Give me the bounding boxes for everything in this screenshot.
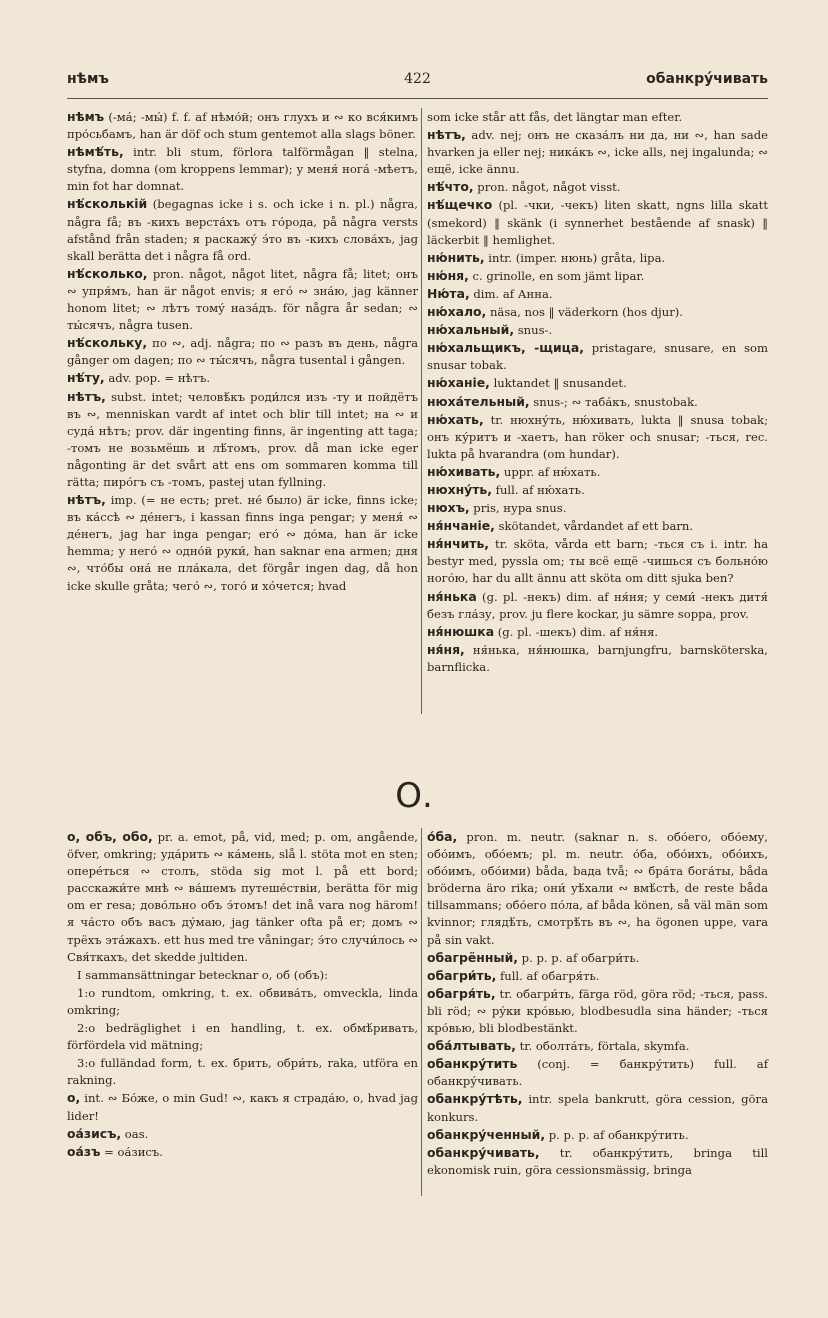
dictionary-entry xyxy=(427,1090,768,1125)
headword: нѣмѣ́ть, xyxy=(67,144,124,160)
definition: näsa, nos ‖ väderkorn (hos djur). xyxy=(486,305,683,320)
dictionary-entry xyxy=(427,623,768,641)
headword: обагрённый, xyxy=(427,949,518,965)
headword: ня́нчанiе, xyxy=(427,518,495,534)
headword: обанкру́ченный, xyxy=(427,1126,546,1142)
headword: о́ба, xyxy=(427,829,458,844)
headword: ня́ня, xyxy=(427,641,465,657)
dictionary-entry xyxy=(67,1089,418,1124)
headword: ню́хальщикъ, -щица, xyxy=(427,340,584,356)
column-top-right xyxy=(427,108,768,676)
dictionary-entry xyxy=(67,388,418,492)
headword: ня́нюшка xyxy=(427,623,495,639)
definition: som icke står att fås, det längtar man efter. xyxy=(427,110,683,124)
dictionary-entry xyxy=(67,1143,418,1161)
dictionary-entry xyxy=(427,1055,768,1090)
definition: (pl. -чки, -чекъ) liten skatt, ngns lilla skatt (smekord) ‖ skänk (i synnerhet bestående af snask) ‖ läckerbit ‖ hemlighet. xyxy=(427,198,768,247)
definition: snus-; ∾ таба́къ, snustobak. xyxy=(529,394,698,409)
headword: обанкру́чивать, xyxy=(427,1144,540,1160)
dictionary-entry xyxy=(67,491,418,595)
definition: 1:o rundtom, omkring, t. ex. обвива́ть, omveckla, linda omkring; xyxy=(67,985,418,1017)
headword: ню́хивать, xyxy=(427,463,501,479)
dictionary-entry xyxy=(427,339,768,374)
definition: (begagnas icke i s. och icke i n. pl.) några, några få; въ -кихъ верста́хъ отъ го́рода, på några versts afstånd från staden; я раскажу́ э́то въ -кихъ слова́хъ, jag skall berätta det i några få ord. xyxy=(67,197,418,263)
headword: нѣтъ, xyxy=(67,492,106,508)
headword: нѣтъ, xyxy=(427,127,466,143)
dictionary-entry xyxy=(67,369,418,387)
definition: tr. нюхну́ть, ню́хивать, lukta ‖ snusa tobak; онъ ку́ритъ и -хаетъ, han röker och snusar; -ться, rec. lukta på hvarandra (om hundar). xyxy=(427,412,768,461)
definition: I sammansättningar betecknar о, об (объ): xyxy=(77,967,329,982)
definition: tr. обагри́ть, färga röd, göra röd; -ться, pass. bli röd; ∾ ру́ки кро́вью, blodbesudla sina händer; -ться кро́вью, bli blodbestänkt. xyxy=(427,986,768,1036)
definition: ня́нька, ня́нюшка, barnjungfru, barnsköterska, barnflicka. xyxy=(427,642,768,674)
dictionary-entry xyxy=(427,1144,768,1179)
definition: (g. pl. -шекъ) dim. af ня́ня. xyxy=(494,624,659,639)
dictionary-entry xyxy=(67,143,418,195)
dictionary-entry xyxy=(67,334,418,369)
dictionary-entry xyxy=(427,126,768,178)
dictionary-entry xyxy=(427,588,768,623)
header-left-guideword: нѣмъ xyxy=(67,71,109,87)
page-number: 422 xyxy=(404,71,431,87)
definition: (g. pl. -некъ) dim. af ня́ня; у семи́ -некъ дитя́ безъ гла́зу, prov. ju flere kockar, ju sämre soppa, prov. xyxy=(427,589,768,621)
dictionary-entry xyxy=(427,196,768,248)
headword: ню́ханiе, xyxy=(427,375,490,391)
dictionary-entry xyxy=(427,985,768,1037)
headword: нѣ́сколько, xyxy=(67,265,148,281)
definition: subst. intet; человѣ́къ роди́лся изъ -ту и пойдётъ въ ∾, menniskan vardt af intet och blir till intet; на ∾ и суда́ нѣтъ; prov. där ingenting finns, är ingenting att taga; -томъ не возьмёшь и лѣ́томъ, prov. då man icke eger någonting är det svårt att ens om sommaren komma till rätta; пиро́гъ съ -томъ, pastej utan fyllning. xyxy=(67,389,418,489)
headword: нѣмъ xyxy=(67,109,105,124)
dictionary-entry xyxy=(427,108,768,126)
headword: нѣ́ту, xyxy=(67,370,105,386)
dictionary-entry xyxy=(427,967,768,985)
section-letter: О. xyxy=(395,776,433,816)
definition: oas. xyxy=(121,1126,149,1141)
headword: нѣ́сколькiй xyxy=(67,196,148,212)
definition: (-ма́; -мы́) f. f. af нѣмо́й; онъ глухъ и ∾ ко вся́кимъ про́сьбамъ, han är döf och stum gentemot alla slags böner. xyxy=(67,110,418,142)
headword: нюха́тельный, xyxy=(427,393,530,409)
dictionary-entry xyxy=(427,285,768,303)
dictionary-entry xyxy=(427,641,768,676)
definition: (conj. = банкру́тить) full. af обанкру́чивать. xyxy=(427,1057,768,1089)
headword: о, xyxy=(67,1090,81,1106)
definition: по ∾, adj. några; по ∾ разъ въ день, några gånger om dagen; по ∾ ты́сячъ, några tusental i gången. xyxy=(67,336,418,368)
dictionary-entry xyxy=(67,1125,418,1143)
running-header xyxy=(67,71,768,95)
headword: обагри́ть, xyxy=(427,967,497,983)
dictionary-entry xyxy=(427,463,768,481)
headword: ня́нчить, xyxy=(427,536,489,552)
definition: c. grinolle, en som jämt lipar. xyxy=(468,268,645,283)
headword: нюхъ, xyxy=(427,500,470,516)
column-divider xyxy=(421,828,422,1196)
dictionary-entry xyxy=(427,321,768,339)
definition: adv. nej; онъ не сказа́лъ ни да, ни ∾, han sade hvarken ja eller nej; ника́къ ∾, icke alls, nej ingalunda; ∾ ещё, icke ännu. xyxy=(427,128,768,177)
definition: pris, нура snus. xyxy=(469,501,567,516)
definition: p. p. p. af обанкру́тить. xyxy=(545,1127,689,1142)
headword: оа́зисъ, xyxy=(67,1125,122,1141)
headword: нѣтъ, xyxy=(67,388,106,404)
dictionary-entry xyxy=(67,195,418,264)
headword: ню́нить, xyxy=(427,249,485,265)
dictionary-entry xyxy=(427,949,768,967)
headword: оба́лтывать, xyxy=(427,1038,516,1054)
definition: uppr. af ню́хать. xyxy=(500,464,601,479)
dictionary-entry xyxy=(427,535,768,587)
definition: intr. spela bankrutt, göra cession, göra konkurs. xyxy=(427,1092,768,1124)
dictionary-entry xyxy=(427,1037,768,1055)
header-rule xyxy=(67,98,768,99)
headword: обагря́ть, xyxy=(427,985,496,1001)
definition: 2:o bedräglighet i en handling, t. ex. обмѣ́ривать, förfördela vid mätning; xyxy=(67,1021,418,1053)
header-right-guideword: обанкру́чивать xyxy=(646,71,768,87)
dictionary-entry xyxy=(427,411,768,463)
dictionary-entry xyxy=(427,393,768,411)
dictionary-entry xyxy=(427,481,768,499)
headword: нѣ́что, xyxy=(427,179,474,195)
definition: pr. a. emot, på, vid, med; p. om, angående, öfver, omkring; уда́рить ∾ ка́мень, slå l. stöta mot en sten; опере́ться ∾ столъ, stöda sig mot l. på ett bord; расскажи́те мнѣ ∾ ва́шемъ путеше́ствiи, berätta för mig om er resa; дово́льно объ э́томъ! det inå vara nog härom! я ча́сто объ васъ ду́маю, jag tänker ofta på er; домъ ∾ трёхъ эта́жахъ. ett hus med tre våningar; э́то случи́лось ∾ Свя́ткахъ, det skedde jultiden. xyxy=(67,830,418,964)
dictionary-note xyxy=(67,966,418,984)
definition: skötandet, vårdandet af ett barn. xyxy=(494,519,694,534)
column-top-left xyxy=(67,108,418,595)
definition: full. af обагря́ть. xyxy=(496,968,600,983)
dictionary-entry xyxy=(427,828,768,949)
definition: p. p. p. af обагри́ть. xyxy=(518,950,640,965)
headword: Ню́та, xyxy=(427,285,470,301)
definition: pron. m. neutr. (saknar n. s. обо́его, обо́ему, обо́имъ, обо́емъ; pl. m. neutr. о́ба, обо́ихъ, обо́ихъ, обо́имъ, обо́ими) båda, bада två; ∾ бра́та бога́ты, båda bröderna äro rika; они́ уѣ́хали ∾ вмѣ́стѣ, de reste båda tillsammans; обо́его по́ла, af båda könen, så väl män som kvinnor; глядѣ́ть, смотрѣ́ть въ ∾, ha ögonen uppe, vara på sin vakt. xyxy=(427,830,768,947)
dictionary-entry xyxy=(67,828,418,966)
dictionary-note xyxy=(67,1019,418,1054)
dictionary-entry xyxy=(427,267,768,285)
headword: ню́хальный, xyxy=(427,322,515,338)
dictionary-entry xyxy=(67,108,418,143)
headword: ню́хало, xyxy=(427,304,487,320)
dictionary-entry xyxy=(427,303,768,321)
headword: нѣ́щечко xyxy=(427,197,493,213)
definition: dim. af Анна. xyxy=(469,286,553,301)
dictionary-note xyxy=(67,1054,418,1089)
definition: 3:o fulländad form, t. ex. брить, обри́ть, raka, utföra en rakning. xyxy=(67,1056,418,1088)
definition: full. af ню́хать. xyxy=(491,482,585,497)
headword: оа́зъ xyxy=(67,1143,101,1159)
definition: pron. något, något visst. xyxy=(473,180,621,195)
headword: о, объ, обо, xyxy=(67,829,153,844)
definition: snus-. xyxy=(514,323,553,338)
headword: обанкру́тить xyxy=(427,1056,518,1072)
definition: int. ∾ Бо́же, o min Gud! ∾, какъ я страда́ю, o, hvad jag lider! xyxy=(67,1091,418,1123)
dictionary-entry xyxy=(427,178,768,196)
dictionary-entry xyxy=(427,374,768,392)
definition: pristagare, snusare, en som snusar tobak. xyxy=(427,341,768,373)
definition: tr. оболта́ть, förtala, skymfa. xyxy=(515,1039,690,1054)
headword: нюхну́ть, xyxy=(427,481,492,497)
headword: нѣ́скольку, xyxy=(67,335,148,351)
column-bottom-right xyxy=(427,828,768,1179)
column-bottom-left xyxy=(67,828,418,1161)
dictionary-entry xyxy=(427,499,768,517)
headword: ня́нька xyxy=(427,588,477,604)
definition: luktandet ‖ snusandet. xyxy=(489,376,627,391)
definition: adv. pop. = нѣтъ. xyxy=(104,371,211,386)
definition: tr. sköta, vårda ett barn; -ться съ i. intr. ha bestyr med, pyssla om; ты всё ещё -чишься съ больно́ю ного́ю, har du allt ännu att sköta om ditt sjuka ben? xyxy=(427,537,768,586)
column-divider xyxy=(421,108,422,714)
dictionary-note xyxy=(67,984,418,1019)
definition: intr. (imper. нюнь) gråta, lipa. xyxy=(484,250,666,265)
headword: ню́хать, xyxy=(427,411,484,427)
dictionary-entry xyxy=(67,265,418,334)
dictionary-entry xyxy=(427,517,768,535)
dictionary-entry xyxy=(427,249,768,267)
definition: = оа́зисъ. xyxy=(100,1144,163,1159)
definition: imp. (= не есть; pret. не́ было) är icke, finns icke; въ ка́ссѣ ∾ де́негъ, i kassan finns inga pengar; у меня́ ∾ де́негъ, jag har inga pengar; его́ ∾ до́ма, han är icke hemma; у него́ ∾ одно́й руки́, han saknar ena armen; дня ∾, что́бы она́ не пла́кала, det förgår ingen dag, då hon icke skulle gråta; чего́ ∾, того́ и хо́чется; hvad xyxy=(67,493,418,593)
headword: обанкру́тѣть, xyxy=(427,1091,523,1107)
headword: ню́ня, xyxy=(427,267,469,283)
definition: tr. обанкру́тить, bringa till ekonomisk ruin, göra cessionsmässig, bringa xyxy=(427,1145,768,1177)
definition: intr. bli stum, förlora talförmågan ‖ stelna, styfna, domna (om kroppens lemmar); у меня́ нога́ -мѣетъ, min fot har domnat. xyxy=(67,145,418,194)
dictionary-entry xyxy=(427,1126,768,1144)
definition: pron. något, något litet, några få; litet; онъ ∾ упря́мъ, han är något envis; я его́ ∾ зна́ю, jag känner honom litet; ∾ лѣтъ тому́ наза́дъ. för några år sedan; ∾ ты́сячъ, några tusen. xyxy=(67,266,418,333)
